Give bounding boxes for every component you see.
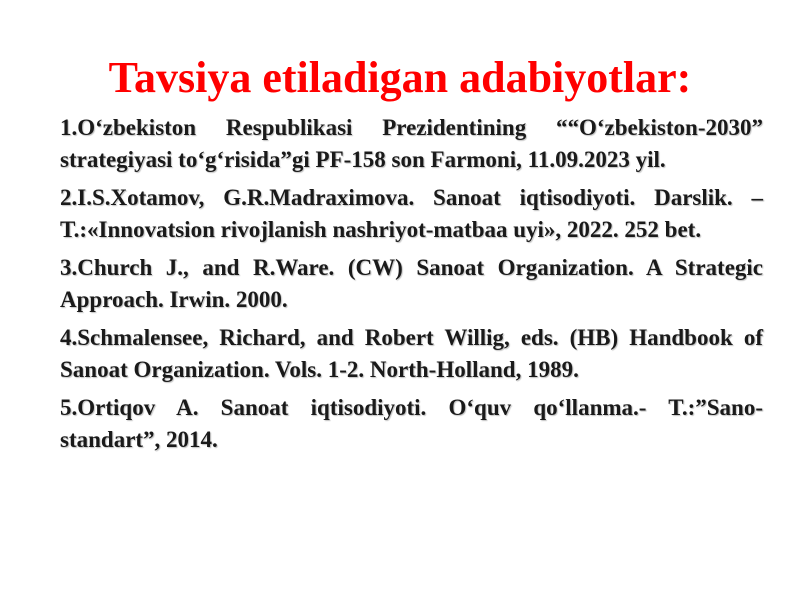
reference-item: 5.Ortiqov A. Sanoat iqtisodiyoti. O‘quv qo‘llanma.- T.:”Sano-standart”, 2014. <box>60 395 763 452</box>
reference-item: 2.I.S.Xotamov, G.R.Madraximova. Sanoat iqtisodiyoti. Darslik. – T.:«Innovatsion rivojlanish nashriyot-matbaa uyi», 2022. 252 bet. <box>60 185 763 242</box>
slide-title: Tavsiya etiladigan adabiyotlar: <box>108 53 692 102</box>
reference-item: 3.Church J., and R.Ware. (CW) Sanoat Organization. A Strategic Approach. Irwin. 2000. <box>60 255 763 312</box>
reference-item: 1.O‘zbekiston Respublikasi Prezidentining ““O‘zbekiston-2030” strategiyasi to‘g‘risida”gi PF-158 son Farmoni, 11.09.2023 yil. <box>60 115 763 172</box>
reference-item: 4.Schmalensee, Richard, and Robert Willig, eds. (HB) Handbook of Sanoat Organization. Vols. 1-2. North-Holland, 1989. <box>60 325 763 382</box>
reference-list <box>60 112 763 462</box>
